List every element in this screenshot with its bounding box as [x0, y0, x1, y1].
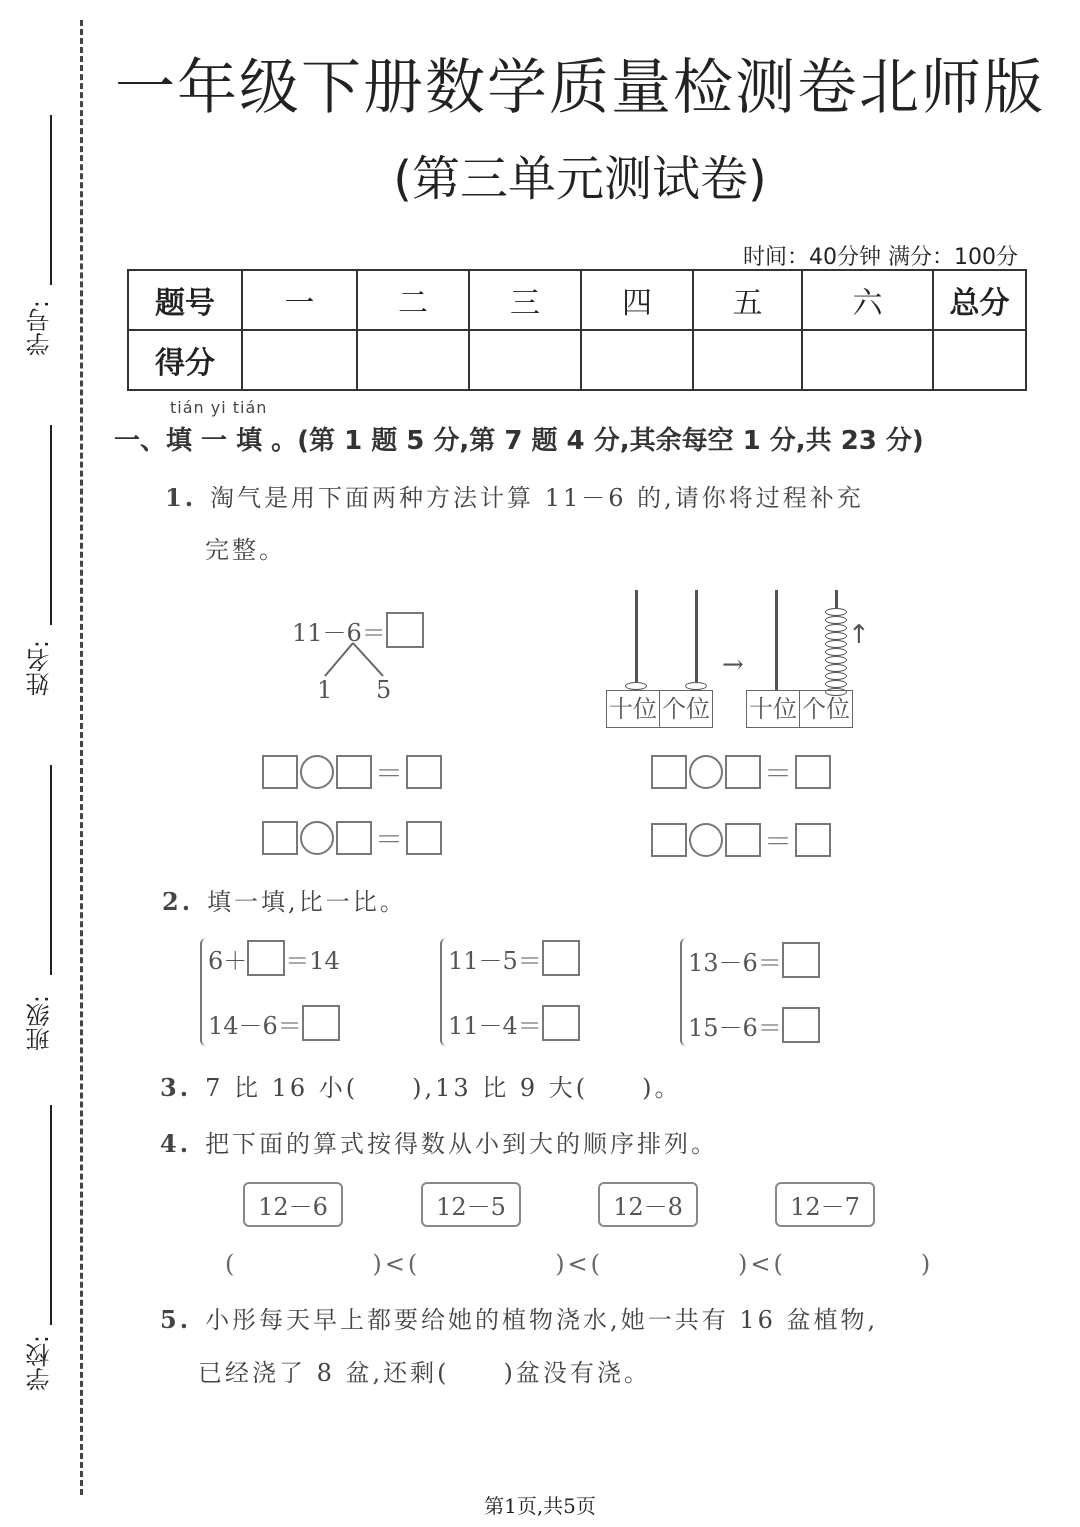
answer-box[interactable] [406, 755, 442, 789]
answer-box[interactable] [782, 1007, 820, 1043]
name-rule [50, 425, 52, 625]
brace [200, 938, 208, 1046]
table-cell: 总分 [933, 270, 1026, 330]
table-cell: 五 [693, 270, 802, 330]
abacus-bead [625, 682, 647, 690]
page-subtitle: (第三单元测试卷) [393, 151, 767, 207]
answer-box[interactable] [406, 821, 442, 855]
abacus-before [606, 590, 726, 695]
q2-group3-a [688, 942, 820, 978]
abacus-bead [825, 632, 847, 640]
q2-group2-b [448, 1005, 580, 1041]
question-text: 把下面的算式按得数从小到大的顺序排列。 [205, 1130, 719, 1158]
abacus-bead [825, 672, 847, 680]
answer-box[interactable] [725, 755, 761, 789]
score-table [127, 269, 1027, 391]
answer-box[interactable] [247, 940, 285, 976]
q1-expr-text: 11－6＝ [292, 618, 386, 647]
name-label: 姓名: [26, 640, 54, 697]
abacus-rod [775, 590, 778, 690]
abacus-bead [825, 656, 847, 664]
expr-text: ＝14 [285, 946, 340, 975]
q2-group1-a [208, 940, 340, 976]
q1-left-row-2 [262, 818, 442, 858]
score-cell[interactable] [693, 330, 802, 390]
answer-box[interactable] [262, 755, 298, 789]
page-title: 一年级下册数学质量检测卷北师版 [115, 53, 1045, 123]
question-5 [160, 1300, 878, 1335]
score-cell[interactable] [469, 330, 581, 390]
score-cell[interactable] [242, 330, 357, 390]
abacus-bead [825, 648, 847, 656]
question-number: 4. [160, 1129, 192, 1158]
arrow-icon: → [722, 650, 744, 680]
operator-circle[interactable] [300, 755, 334, 789]
question-1-line2: 完整。 [205, 536, 286, 564]
answer-box[interactable] [782, 942, 820, 978]
tens-label: 十位 [749, 695, 797, 723]
page-footer: 第1页,共5页 [484, 1494, 596, 1518]
expression-card: 12－5 [421, 1182, 521, 1227]
school-label: 学校: [26, 1335, 54, 1392]
expression-card: 12－6 [243, 1182, 343, 1227]
operator-circle[interactable] [689, 755, 723, 789]
question-number: 3. [160, 1073, 192, 1102]
abacus-bead [825, 680, 847, 688]
up-arrow-icon: ↑ [848, 620, 870, 650]
answer-box[interactable] [725, 823, 761, 857]
ones-label: 个位 [659, 691, 712, 727]
expression-card: 12－8 [598, 1182, 698, 1227]
answer-box[interactable] [262, 821, 298, 855]
class-rule [50, 765, 52, 975]
equals-sign: ＝ [374, 823, 403, 856]
question-5-line2: 已经浇了 8 盆,还剩( )盆没有浇。 [198, 1359, 651, 1387]
question-1 [165, 478, 864, 513]
question-2 [162, 882, 407, 917]
score-cell[interactable] [933, 330, 1026, 390]
table-cell: 题号 [128, 270, 242, 330]
tens-label: 十位 [609, 695, 657, 723]
question-4 [160, 1124, 718, 1159]
school-rule [50, 1105, 52, 1325]
abacus-label-before [606, 690, 713, 728]
abacus-bead [825, 624, 847, 632]
brace [680, 938, 688, 1046]
score-table-header-row [128, 270, 1026, 330]
expression-card: 12－7 [775, 1182, 875, 1227]
q1-right-row-2 [651, 820, 831, 860]
question-text: 填一填,比一比。 [207, 888, 407, 916]
question-number: 5. [160, 1305, 192, 1334]
expr-text: 11－5＝ [448, 946, 542, 975]
ones-label: 个位 [799, 691, 852, 727]
answer-box[interactable] [651, 823, 687, 857]
question-text: 小彤每天早上都要给她的植物浇水,她一共有 16 盆植物, [205, 1306, 879, 1334]
q1-right-row-1 [651, 752, 831, 792]
table-cell: 二 [357, 270, 469, 330]
student-id-label: 学号: [26, 300, 54, 357]
table-cell: 一 [242, 270, 357, 330]
equals-sign: ＝ [374, 757, 403, 790]
abacus-bead [825, 640, 847, 648]
question-text: 7 比 16 小( ),13 比 9 大( )。 [205, 1074, 682, 1102]
abacus-label-after [746, 690, 853, 728]
question-3 [160, 1068, 682, 1103]
question-number: 2. [162, 887, 194, 916]
answer-box[interactable] [336, 755, 372, 789]
q2-group2-a [448, 940, 580, 976]
score-table-score-row [128, 330, 1026, 390]
order-answer-line[interactable]: ( )<( )<( )<( ) [225, 1250, 934, 1278]
expr-text: 14－6＝ [208, 1011, 302, 1040]
table-cell: 六 [802, 270, 933, 330]
brace [440, 938, 448, 1046]
answer-box[interactable] [542, 940, 580, 976]
abacus-rod [695, 590, 698, 690]
equals-sign: ＝ [763, 825, 792, 858]
operator-circle[interactable] [300, 821, 334, 855]
expr-text: 6＋ [208, 946, 248, 975]
question-text: 淘气是用下面两种方法计算 11－6 的,请你将过程补充 [210, 484, 864, 512]
score-cell[interactable] [581, 330, 693, 390]
class-label: 班级: [26, 995, 54, 1052]
q1-left-row-1 [262, 752, 442, 792]
abacus-bead [825, 616, 847, 624]
answer-box[interactable] [795, 755, 831, 789]
answer-box[interactable] [302, 1005, 340, 1041]
expr-text: 15－6＝ [688, 1013, 782, 1042]
binding-dashed-line [80, 20, 83, 1495]
time-info: 时间：40分钟 满分：100分 [743, 245, 1018, 270]
table-cell: 得分 [128, 330, 242, 390]
answer-box[interactable] [651, 755, 687, 789]
split-right-number: 5 [376, 676, 392, 704]
equals-sign: ＝ [763, 757, 792, 790]
abacus-bead [685, 682, 707, 690]
section-heading: 一、填 一 填 。(第 1 题 5 分,第 7 题 4 分,其余每空 1 分,共 23 分) [114, 426, 924, 456]
abacus-bead [825, 608, 847, 616]
abacus-bead-stack [825, 608, 847, 696]
answer-box[interactable] [795, 823, 831, 857]
expr-text: 13－6＝ [688, 948, 782, 977]
abacus-bead [825, 664, 847, 672]
q2-group1-b [208, 1005, 340, 1041]
section-pinyin: tián yi tián [170, 398, 268, 417]
table-cell: 四 [581, 270, 693, 330]
table-cell: 三 [469, 270, 581, 330]
q2-group3-b [688, 1007, 820, 1043]
split-left-number: 1 [317, 676, 333, 704]
answer-box[interactable] [542, 1005, 580, 1041]
score-cell[interactable] [802, 330, 933, 390]
operator-circle[interactable] [689, 823, 723, 857]
score-cell[interactable] [357, 330, 469, 390]
expr-text: 11－4＝ [448, 1011, 542, 1040]
answer-box[interactable] [336, 821, 372, 855]
question-number: 1. [165, 483, 197, 512]
abacus-rod [635, 590, 638, 690]
